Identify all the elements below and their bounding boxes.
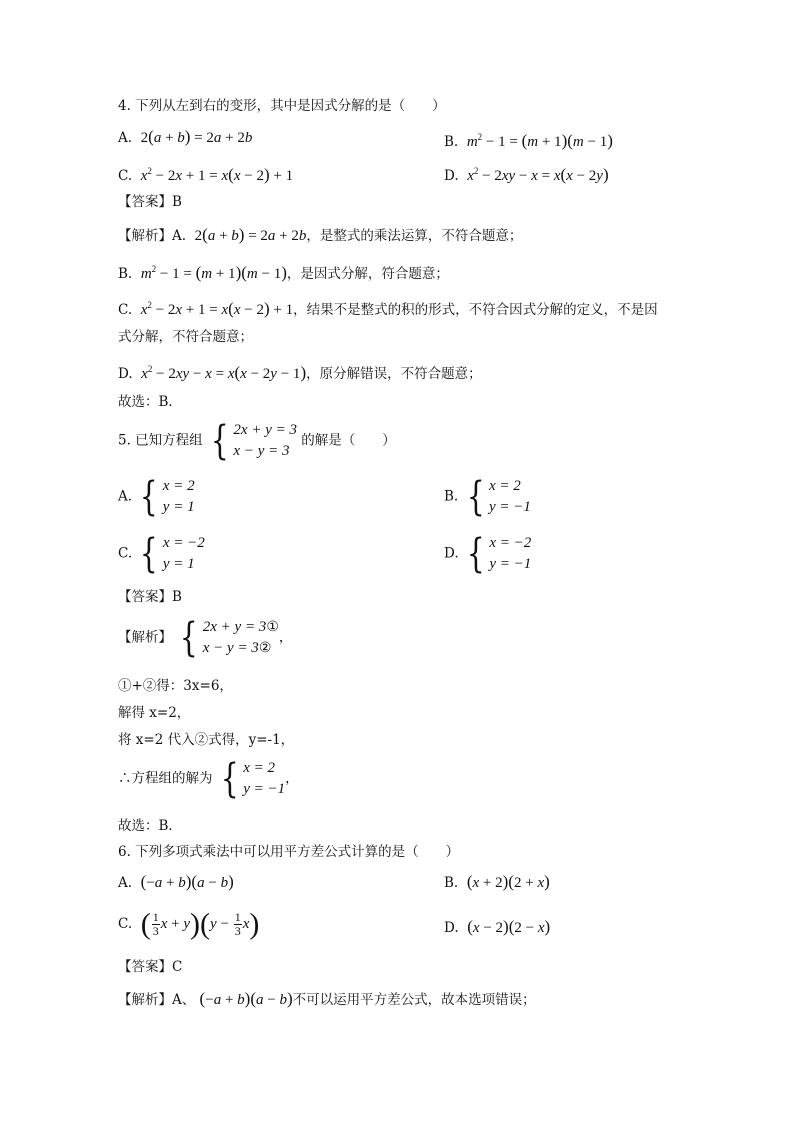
q5-option-a: A. { x = 2 y = 1: [118, 474, 195, 520]
q6-option-c: C. ( $\frac{1}{3}$ x + y)(y − $\frac{1}{3}$ x): [118, 907, 260, 941]
q5-solution: ∴方程组的解为 { x = 2 y = −1 ，: [118, 756, 299, 802]
q4-option-b: B. $m^2 - 1 = (m + 1)(m - 1)$: [444, 131, 613, 150]
q4-option-a: A. 2(a + b) = 2a + 2b: [118, 127, 253, 146]
q5-step2: 解得 x=2，: [118, 705, 191, 721]
q5-answer: 【答案】B: [118, 589, 182, 605]
q5-step1: ①+②得：3x=6，: [118, 678, 233, 694]
q4-stem: 4. 下列从左到右的变形，其中是因式分解的是（ ）: [118, 98, 446, 114]
q4-analysis-d: D. $x^2 - 2xy - x = x(x - 2y - 1)$，原分解错误，不符合题意；: [118, 363, 482, 382]
q4-option-c: C. $x^2 - 2x + 1 = x(x - 2) + 1$: [118, 165, 294, 184]
q6-option-d: D. (x − 2)(2 − x): [444, 917, 551, 936]
q6-option-b: B. (x + 2)(2 + x): [444, 872, 550, 891]
q4-option-d: D. $x^2 - 2xy - x = x(x - 2y)$: [444, 165, 609, 184]
q4-answer: 【答案】B: [118, 194, 182, 210]
q6-analysis-a: 【解析】A、 (−a + b)(a − b)不可以运用平方差公式，故本选项错误；: [118, 989, 536, 1008]
q5-step3: 将 x=2 代入②式得，y=-1，: [118, 732, 295, 748]
q6-stem: 6. 下列多项式乘法中可以用平方差公式计算的是（ ）: [118, 844, 460, 860]
q6-answer: 【答案】C: [118, 959, 183, 975]
q5-option-d: D. { x = −2 y = −1: [444, 531, 532, 577]
q4-analysis-a: 【解析】A. 2(a + b) = 2a + 2b，是整式的乘法运算，不符合题意；: [118, 225, 523, 244]
q5-analysis-system: 【解析】 { 2x + y = 3① x − y = 3② ，: [118, 615, 293, 661]
q5-conclusion: 故选：B．: [118, 818, 182, 834]
q4-analysis-c-cont: 式分解，不符合题意；: [118, 329, 253, 345]
q5-option-b: B. { x = 2 y = −1: [444, 474, 531, 520]
q5-stem: 5. 已知方程组 { 2x + y = 3 x − y = 3 的解是（ ）: [118, 418, 396, 464]
q4-conclusion: 故选：B．: [118, 394, 182, 410]
equation-system: { 2x + y = 3 x − y = 3: [210, 418, 297, 464]
q4-analysis-c: C. $x^2 - 2x + 1 = x(x - 2) + 1$，结果不是整式的积的形式，不符合因式分解的定义，不是因: [118, 299, 658, 318]
q6-option-a: A. (−a + b)(a − b): [118, 872, 234, 891]
q5-option-c: C. { x = −2 y = 1: [118, 531, 205, 577]
q4-analysis-b: B. $m^2 - 1 = (m + 1)(m - 1)$，是因式分解，符合题意；: [118, 263, 449, 282]
